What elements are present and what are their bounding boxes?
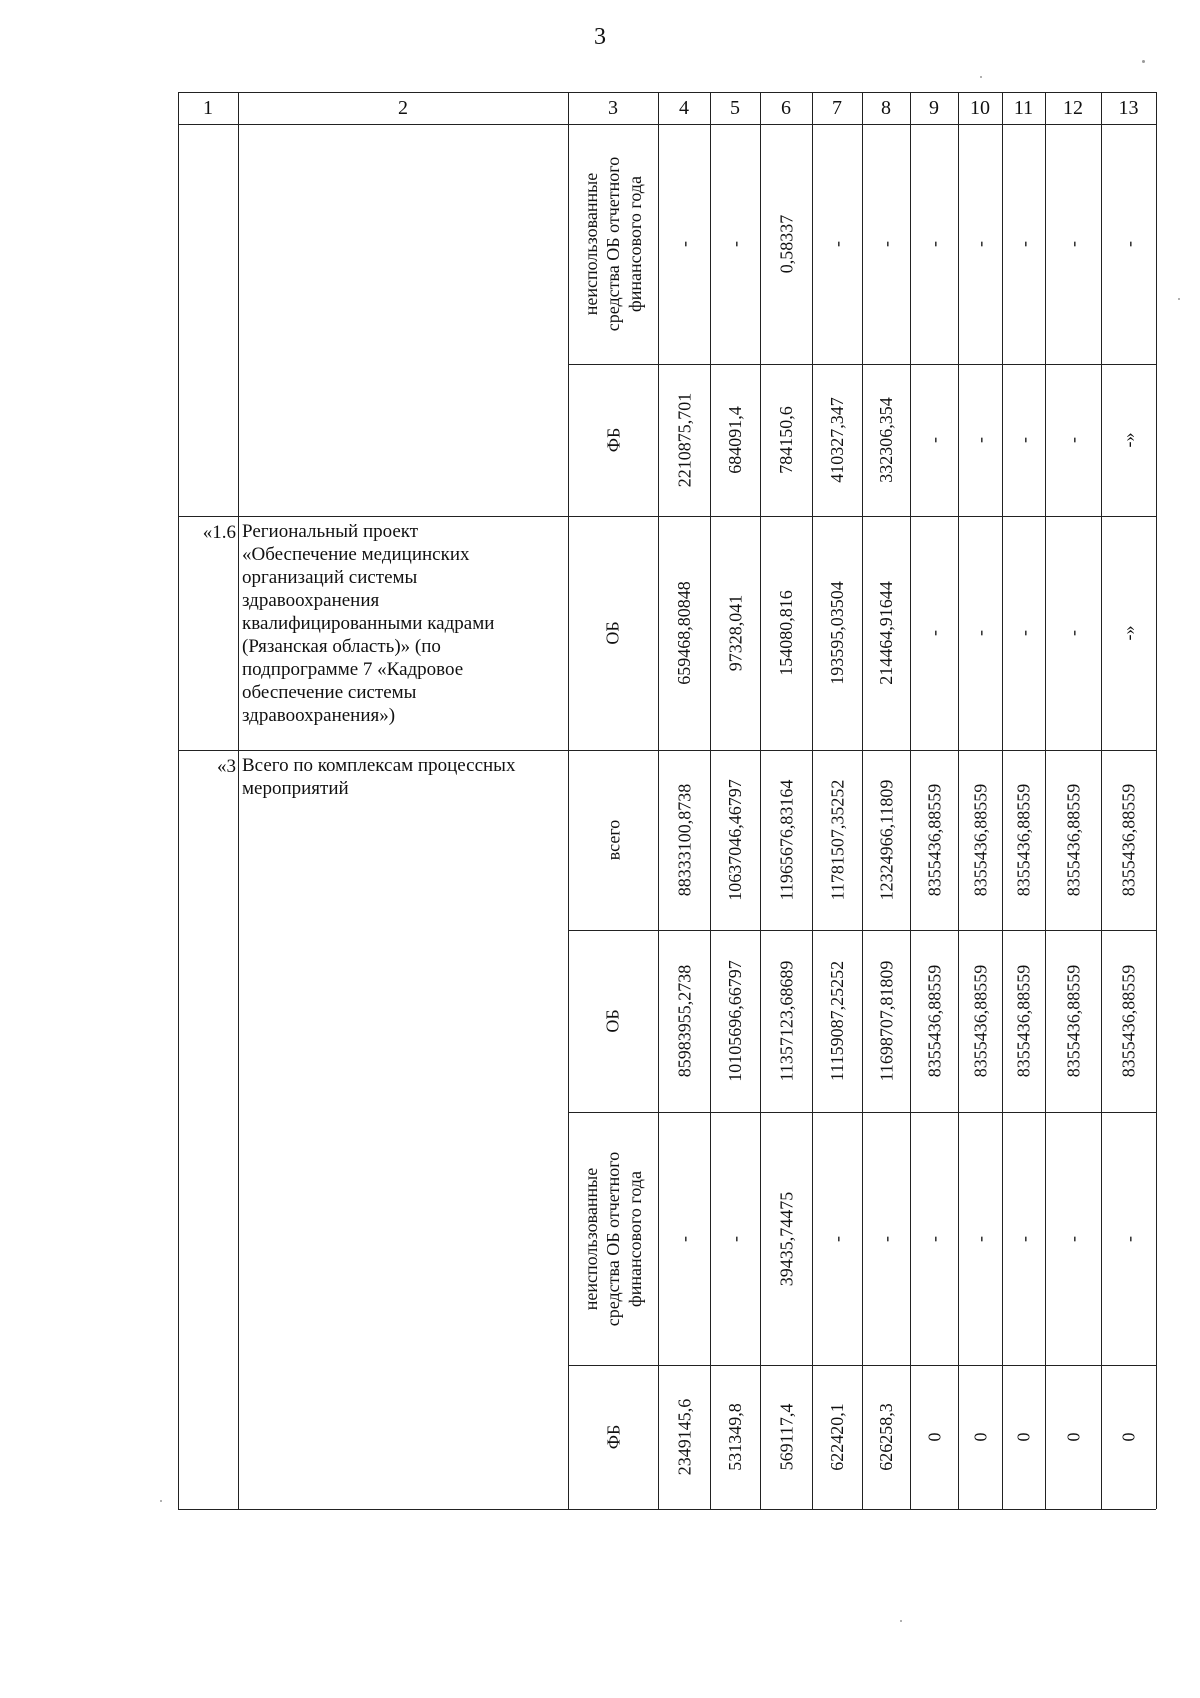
value-cell: [1002, 364, 1045, 516]
value-cell: [862, 1112, 910, 1365]
value-text: -: [876, 1235, 896, 1242]
value-cell: [1101, 750, 1156, 930]
value-cell: [958, 1112, 1002, 1365]
value-text: -: [1063, 241, 1083, 247]
column-header: 12: [1063, 96, 1083, 119]
value-text: 11357123,68689: [776, 960, 796, 1082]
source-cell: [568, 1365, 658, 1509]
scan-speck: [1142, 60, 1145, 63]
value-cell: [812, 750, 862, 930]
value-text: -: [1013, 630, 1034, 636]
grid-vline: [178, 92, 179, 1509]
value-text: -: [674, 1235, 694, 1242]
source-cell: [568, 930, 658, 1112]
value-cell: [1002, 930, 1045, 1112]
value-cell: [760, 750, 812, 930]
value-text: -: [1063, 630, 1083, 636]
value-cell: [958, 364, 1002, 516]
value-text: 332306,354: [876, 397, 896, 483]
value-text: -: [970, 1235, 990, 1242]
value-text: 0: [1063, 1432, 1083, 1442]
value-text: -: [725, 1235, 745, 1242]
value-text: 85983955,2738: [674, 964, 694, 1078]
grid-vline: [238, 92, 239, 1509]
value-text: -: [1013, 1235, 1034, 1242]
value-text: 0: [970, 1432, 990, 1442]
column-header: 5: [730, 96, 740, 119]
value-cell: [812, 516, 862, 750]
value-text: 531349,8: [725, 1403, 745, 1471]
value-text: -: [674, 241, 694, 247]
value-text: -: [970, 630, 990, 636]
column-header: 1: [203, 96, 213, 119]
value-text: 97328,041: [725, 594, 745, 672]
value-cell: [658, 750, 710, 930]
value-text: -: [1118, 241, 1139, 247]
value-cell: [710, 930, 760, 1112]
page-number: 3: [594, 24, 606, 50]
value-cell: [710, 364, 760, 516]
column-header: 9: [929, 96, 939, 119]
value-cell: [862, 750, 910, 930]
value-text: -: [827, 1235, 847, 1242]
value-text: -: [924, 1235, 944, 1242]
value-cell: [958, 124, 1002, 364]
value-text: 659468,80848: [674, 581, 694, 685]
value-cell: [658, 930, 710, 1112]
value-cell: [1101, 1365, 1156, 1509]
source-cell: [568, 364, 658, 516]
value-cell: [1002, 516, 1045, 750]
value-cell: [958, 750, 1002, 930]
value-text: 88333100,8738: [674, 783, 694, 897]
value-text: -: [924, 630, 944, 636]
value-text: 8355436,88559: [1118, 783, 1139, 897]
value-text: -»: [1118, 432, 1139, 448]
value-cell: [1045, 930, 1101, 1112]
column-header: 2: [398, 96, 408, 119]
value-text: 8355436,88559: [1063, 783, 1083, 897]
value-text: 8355436,88559: [924, 783, 944, 897]
value-text: 10637046,46797: [725, 779, 745, 901]
value-text: 11698707,81809: [876, 960, 896, 1082]
value-cell: [862, 516, 910, 750]
value-text: -: [1063, 437, 1083, 443]
value-text: 0: [924, 1432, 944, 1442]
value-text: 2349145,6: [674, 1398, 694, 1476]
column-header: 6: [781, 96, 791, 119]
source-cell: [568, 124, 658, 364]
value-text: 8355436,88559: [924, 964, 944, 1078]
value-cell: [760, 1112, 812, 1365]
value-cell: [1045, 516, 1101, 750]
value-cell: [910, 1365, 958, 1509]
value-cell: [710, 750, 760, 930]
source-label: ФБ: [603, 1424, 623, 1450]
value-text: 8355436,88559: [970, 783, 990, 897]
column-header: 4: [679, 96, 689, 119]
value-cell: [812, 364, 862, 516]
value-text: 11159087,25252: [827, 960, 848, 1082]
value-text: -: [827, 241, 847, 247]
column-header: 7: [832, 96, 842, 119]
value-text: -: [1118, 1235, 1139, 1242]
scan-speck: [1178, 298, 1180, 300]
value-cell: [760, 930, 812, 1112]
source-label: ОБ: [603, 1009, 623, 1033]
value-cell: [910, 750, 958, 930]
row-name: Региональный проект «Обеспечение медицинских организаций системы здравоохранения квалифицированными кадрами (Рязанская область)» (по подпрограмме 7 «Кадровое обеспечение системы здравоохранения»): [242, 521, 495, 726]
value-cell: [1045, 364, 1101, 516]
value-cell: [710, 1365, 760, 1509]
value-cell: [658, 124, 710, 364]
value-text: 11781507,35252: [827, 779, 847, 901]
value-cell: [1002, 750, 1045, 930]
value-cell: [760, 364, 812, 516]
value-cell: [1002, 1365, 1045, 1509]
column-header: 11: [1013, 96, 1034, 119]
row-name: Всего по комплексам процессных мероприятий: [242, 755, 516, 799]
value-cell: [1002, 124, 1045, 364]
row-code: «1.6: [202, 522, 236, 543]
source-label: всего: [603, 819, 623, 861]
grid-hline: [178, 92, 1156, 93]
value-cell: [910, 930, 958, 1112]
value-text: 12324966,11809: [876, 779, 896, 901]
value-text: 8355436,88559: [970, 964, 990, 1078]
value-cell: [1002, 1112, 1045, 1365]
value-cell: [658, 1112, 710, 1365]
column-header: 3: [608, 96, 618, 119]
value-text: 8355436,88559: [1063, 964, 1083, 1078]
value-cell: [1101, 1112, 1156, 1365]
value-text: 622420,1: [827, 1403, 847, 1471]
value-cell: [710, 516, 760, 750]
value-cell: [1045, 750, 1101, 930]
value-text: -: [970, 241, 990, 247]
value-text: -: [725, 241, 745, 247]
value-text: 0,58337: [776, 214, 796, 274]
value-text: -: [970, 437, 990, 443]
value-cell: [812, 930, 862, 1112]
value-cell: [1101, 516, 1156, 750]
value-cell: [812, 124, 862, 364]
value-text: 2210875,701: [674, 392, 694, 488]
source-label: неиспользованные средства ОБ отчетного финансового года: [581, 156, 646, 332]
value-text: -: [924, 241, 944, 247]
scan-speck: [900, 1620, 902, 1622]
scan-speck: [160, 1500, 162, 1502]
value-text: 626258,3: [876, 1403, 896, 1471]
value-cell: [958, 930, 1002, 1112]
value-text: 11965676,83164: [776, 779, 796, 901]
value-text: 193595,03504: [827, 581, 847, 685]
value-cell: [862, 930, 910, 1112]
value-text: -: [924, 437, 944, 443]
value-cell: [812, 1365, 862, 1509]
source-cell: [568, 516, 658, 750]
value-cell: [1045, 1365, 1101, 1509]
value-cell: [910, 124, 958, 364]
column-header: 8: [881, 96, 891, 119]
value-cell: [1045, 124, 1101, 364]
value-cell: [1101, 364, 1156, 516]
value-text: 8355436,88559: [1118, 964, 1139, 1078]
value-text: 684091,4: [725, 406, 745, 474]
value-cell: [710, 124, 760, 364]
value-cell: [658, 516, 710, 750]
source-cell: [568, 1112, 658, 1365]
value-cell: [958, 1365, 1002, 1509]
value-cell: [812, 1112, 862, 1365]
value-text: 569117,4: [776, 1403, 796, 1471]
value-cell: [1045, 1112, 1101, 1365]
value-cell: [910, 364, 958, 516]
value-cell: [958, 516, 1002, 750]
value-text: -: [1063, 1235, 1083, 1242]
column-header: 10: [970, 96, 990, 119]
value-text: -»: [1118, 625, 1139, 641]
source-cell: [568, 750, 658, 930]
value-cell: [760, 124, 812, 364]
value-text: -: [876, 241, 896, 247]
value-text: 784150,6: [776, 406, 796, 474]
value-text: 0: [1118, 1432, 1139, 1442]
value-text: 39435,74475: [776, 1191, 796, 1286]
value-text: 8355436,88559: [1013, 964, 1034, 1078]
value-cell: [862, 124, 910, 364]
scan-speck: [980, 76, 982, 78]
source-label: ОБ: [603, 621, 623, 645]
source-label: ФБ: [603, 427, 623, 453]
grid-vline: [1156, 92, 1157, 1509]
value-cell: [862, 364, 910, 516]
value-cell: [1101, 930, 1156, 1112]
value-text: 10105696,66797: [725, 960, 745, 1082]
value-text: 8355436,88559: [1013, 783, 1034, 897]
source-label: неиспользованные средства ОБ отчетного финансового года: [581, 1151, 646, 1326]
value-text: 214464,91644: [876, 581, 896, 685]
value-text: 410327,347: [827, 397, 847, 483]
value-cell: [710, 1112, 760, 1365]
value-cell: [910, 1112, 958, 1365]
value-cell: [862, 1365, 910, 1509]
value-text: 0: [1013, 1432, 1034, 1442]
value-text: 154080,816: [776, 590, 796, 676]
value-text: -: [1013, 437, 1034, 443]
value-text: -: [1013, 241, 1034, 247]
column-header: 13: [1118, 96, 1139, 119]
value-cell: [1101, 124, 1156, 364]
value-cell: [760, 516, 812, 750]
row-code: «3: [217, 756, 236, 777]
grid-hline: [178, 1509, 1156, 1510]
value-cell: [910, 516, 958, 750]
value-cell: [658, 1365, 710, 1509]
value-cell: [760, 1365, 812, 1509]
value-cell: [658, 364, 710, 516]
